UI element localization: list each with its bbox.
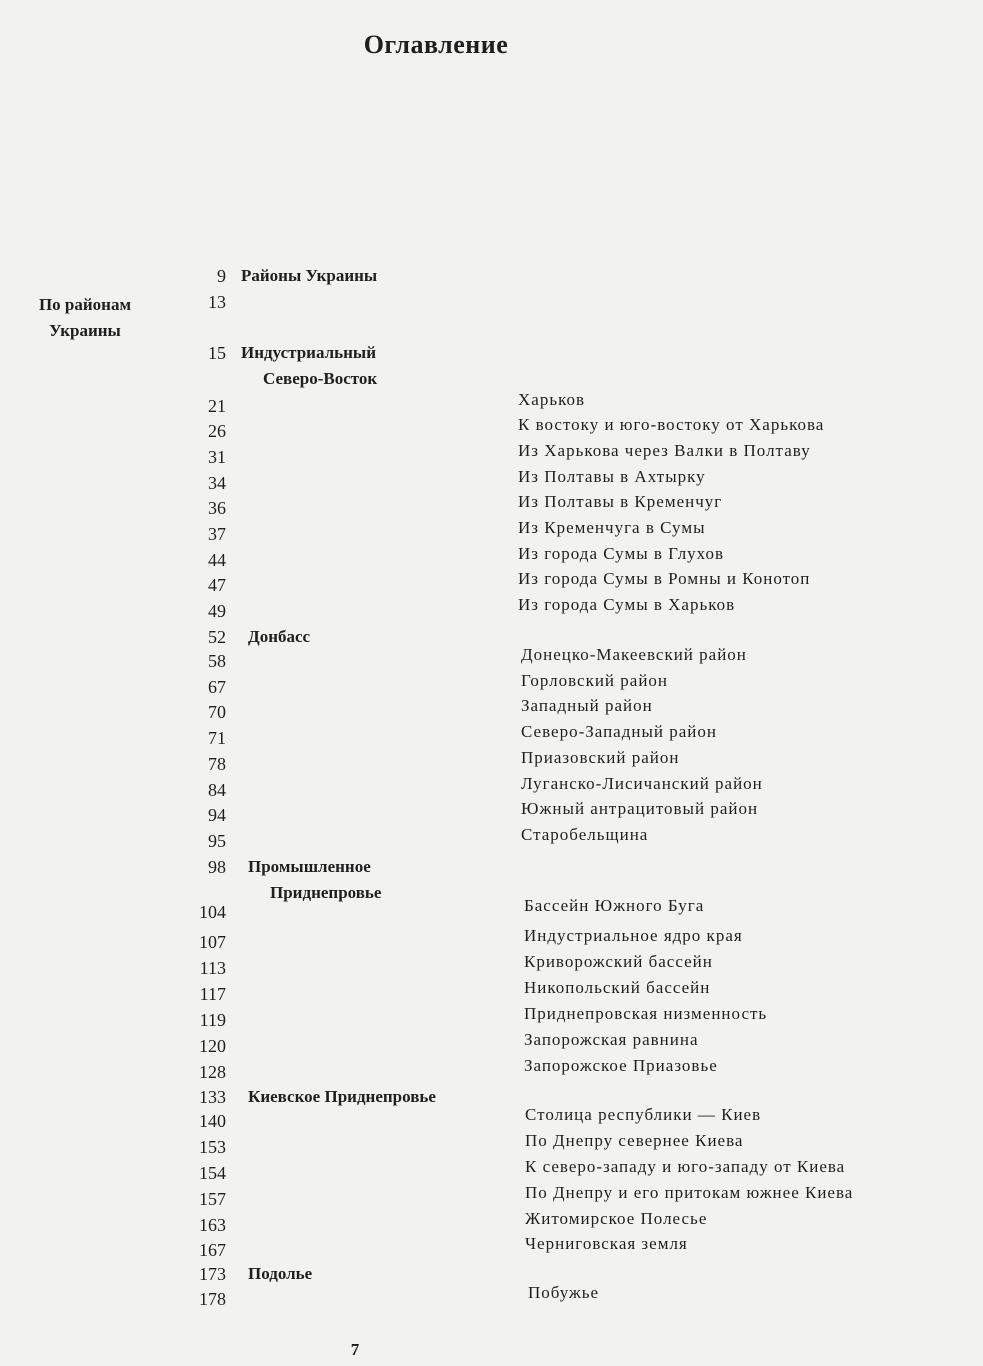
toc-page-number: 71 [208, 728, 226, 748]
toc-page-number: 95 [208, 831, 226, 851]
toc-subsection-title: Из Харькова через Валки в Полтаву [518, 441, 811, 460]
toc-subsection-title: Приднепровская низменность [524, 1004, 768, 1023]
toc-section-line: Промышленное [248, 857, 371, 876]
toc-page-number: 31 [208, 447, 226, 467]
toc-subsection-title: Никопольский бассейн [524, 978, 711, 997]
side-heading [20, 292, 150, 344]
toc-page-number: 47 [208, 575, 226, 595]
toc-subsection-title: Западный район [521, 696, 653, 715]
toc-page-number: 104 [199, 902, 226, 922]
toc-subsection-title: Криворожский бассейн [524, 952, 713, 971]
toc-page-number: 36 [208, 498, 226, 518]
toc-page-number: 21 [208, 396, 226, 416]
toc-subsection-title: Бассейн Южного Буга [524, 896, 705, 915]
toc-page-number: 94 [208, 805, 226, 825]
toc-subsection-title: Черниговская земля [525, 1234, 688, 1253]
toc-page-number: 13 [208, 292, 226, 312]
toc-page-number: 9 [217, 266, 226, 286]
toc-page-number: 157 [199, 1189, 226, 1209]
toc-subsection-title: Харьков [518, 390, 585, 409]
toc-page-number: 58 [208, 651, 226, 671]
toc-subsection-title: Запорожское Приазовье [524, 1056, 718, 1075]
toc-subsection-title: Индустриальное ядро края [524, 926, 743, 945]
toc-page-number: 98 [208, 857, 226, 877]
toc-subsection-title: Побужье [528, 1283, 600, 1302]
toc-page-number: 119 [199, 1010, 226, 1030]
toc-page-number: 37 [208, 524, 226, 544]
toc-section-line: Северо-Восток [263, 369, 378, 388]
toc-page-number: 84 [208, 780, 226, 800]
toc-subsection-title: Донецко-Макеевский район [521, 645, 747, 664]
toc-subsection-title: Из города Сумы в Ромны и Конотоп [518, 569, 811, 588]
toc-subsection-title: По Днепру севернее Киева [525, 1131, 744, 1150]
toc-section-line: Приднепровье [270, 883, 382, 902]
toc-subsection-title: К востоку и юго-востоку от Харькова [518, 415, 825, 434]
toc-page-number: 70 [208, 702, 226, 722]
toc-page-number: 154 [199, 1163, 226, 1183]
toc-subsection-title: Из Полтавы в Кременчуг [518, 492, 723, 511]
toc-page-number: 113 [199, 958, 226, 978]
page-number: 7 [350, 1340, 360, 1359]
toc-subsection-title: Запорожская равнина [524, 1030, 699, 1049]
toc-subsection-title: Луганско-Лисичанский район [521, 774, 763, 793]
toc-page-number: 78 [208, 754, 226, 774]
toc-page-number: 49 [208, 601, 226, 621]
toc-page-number: 15 [208, 343, 226, 363]
side-heading-line: Украины [49, 321, 121, 340]
toc-subsection-title: Приазовский район [521, 748, 680, 767]
toc-page-number: 163 [199, 1215, 226, 1235]
toc-subsection-title: По Днепру и его притокам южнее Киева [525, 1183, 854, 1202]
toc-subsection-title: К северо-западу и юго-западу от Киева [525, 1157, 846, 1176]
toc-page-number: 107 [199, 932, 226, 952]
toc-section-title [248, 624, 310, 650]
toc-section-line: Донбасс [248, 627, 311, 646]
toc-page-number: 26 [208, 421, 226, 441]
toc-page-number: 44 [208, 550, 226, 570]
toc-subsection-title: Из города Сумы в Харьков [518, 595, 736, 614]
toc-subsection-title: Столица республики — Киев [525, 1105, 762, 1124]
toc-page-number: 133 [199, 1087, 226, 1107]
toc-page-number: 173 [199, 1264, 226, 1284]
toc-subsection-title: Из Полтавы в Ахтырку [518, 467, 706, 486]
toc-page-number: 117 [199, 984, 226, 1004]
toc-subsection-title: Из города Сумы в Глухов [518, 544, 725, 563]
toc-subsection-title: Южный антрацитовый район [521, 799, 759, 818]
toc-section-title [241, 340, 377, 392]
toc-subsection-title: Северо-Западный район [521, 722, 717, 741]
toc-section-title [248, 1084, 436, 1110]
toc-section-line: Районы Украины [241, 266, 378, 285]
toc-page-number: 140 [199, 1111, 226, 1131]
toc-page-number: 178 [199, 1289, 226, 1309]
toc-subsection-title: Житомирское Полесье [525, 1209, 708, 1228]
side-heading-line: По районам [38, 295, 132, 314]
toc-page-number: 167 [199, 1240, 226, 1260]
toc-section-line: Подолье [248, 1264, 313, 1283]
toc-subsection-title: Горловский район [521, 671, 669, 690]
toc-page-number: 34 [208, 473, 226, 493]
toc-section-line: Киевское Приднепровье [248, 1087, 436, 1106]
toc-section-title [248, 854, 381, 906]
toc-subsection-title: Старобельщина [521, 825, 649, 844]
toc-page-number: 128 [199, 1062, 226, 1082]
toc-section-line: Индустриальный [241, 343, 376, 362]
toc-section-title [241, 263, 377, 289]
toc-page-number: 52 [208, 627, 226, 647]
toc-section-title [248, 1261, 312, 1287]
toc-subsection-title: Из Кременчуга в Сумы [518, 518, 706, 537]
toc-page-number: 153 [199, 1137, 226, 1157]
toc-page-number: 67 [208, 677, 226, 697]
page-title: Оглавление [363, 30, 509, 59]
toc-page-number: 120 [199, 1036, 226, 1056]
